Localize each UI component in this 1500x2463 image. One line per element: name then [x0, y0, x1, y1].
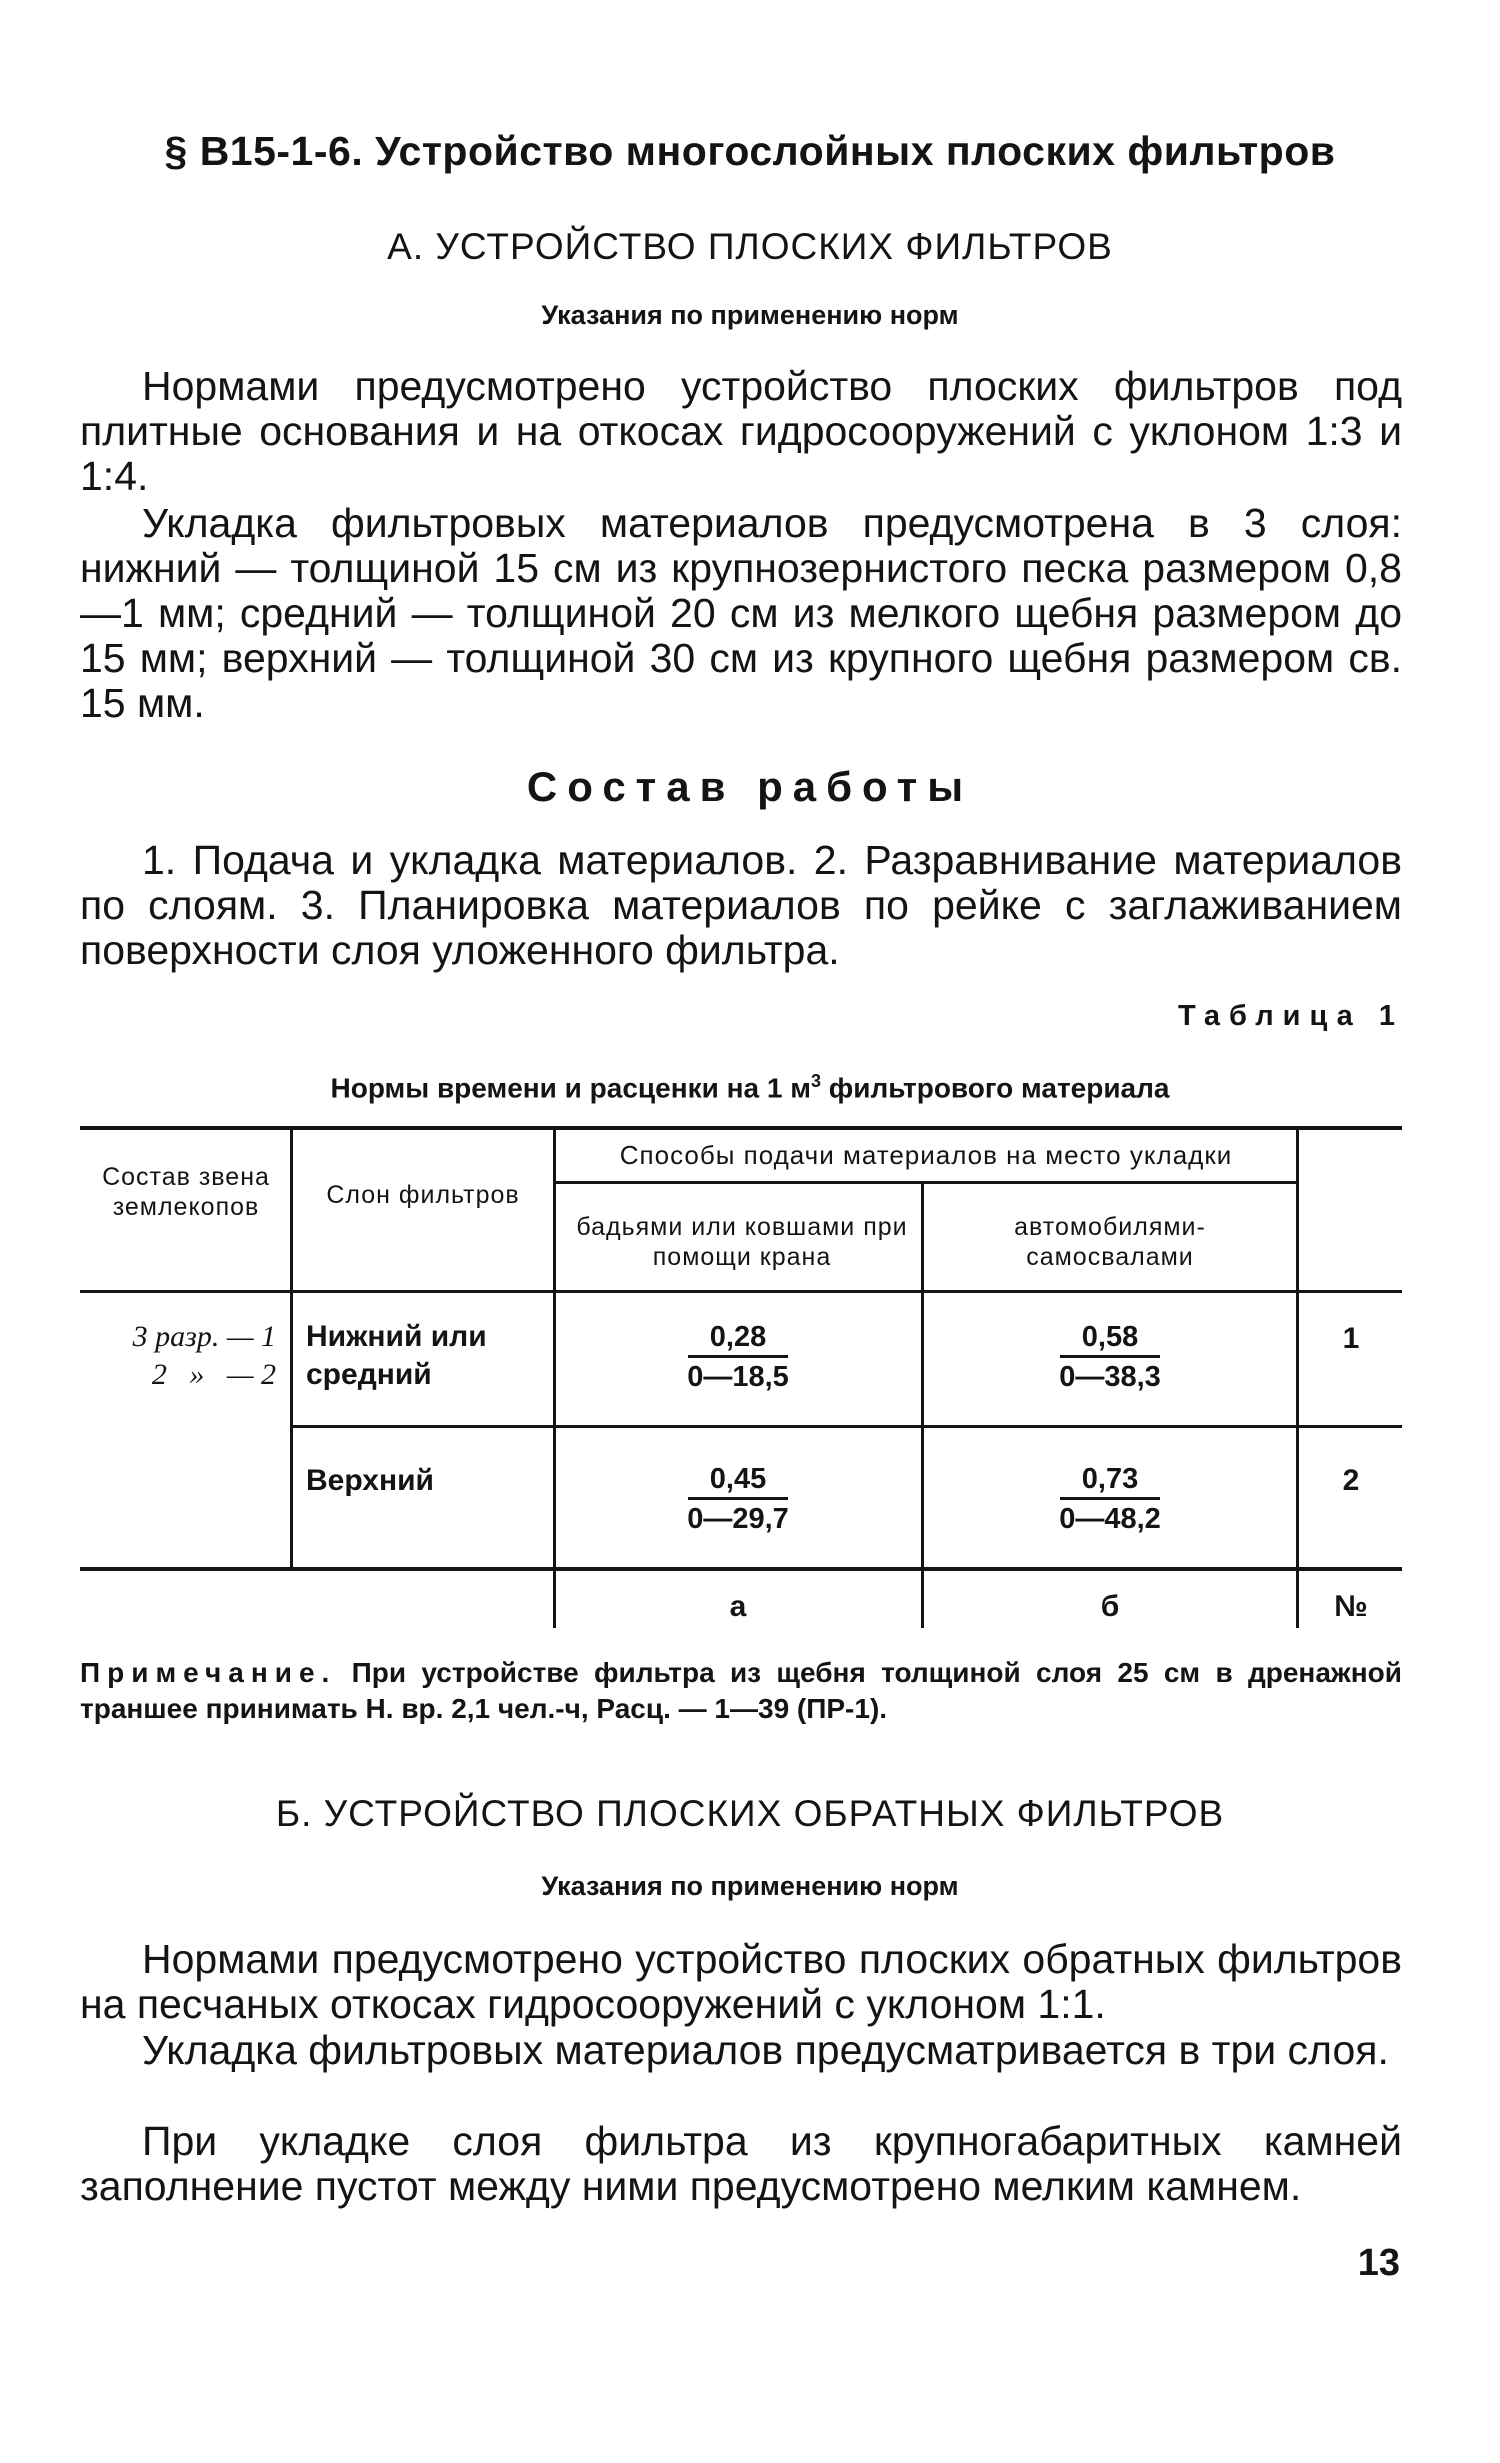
part-b-paragraph-2: Укладка фильтровых материалов предусматривается в три слоя.: [142, 2027, 1389, 2073]
part-b-heading: Б. УСТРОЙСТВО ПЛОСКИХ ОБРАТНЫХ ФИЛЬТРОВ: [275, 1793, 1225, 1834]
table-row-rule: [292, 1425, 1402, 1428]
part-a-heading: А. УСТРОЙСТВО ПЛОСКИХ ФИЛЬТРОВ: [387, 226, 1113, 267]
table-header-split-rule: [553, 1181, 1298, 1184]
row-1-layer: Нижний или средний: [306, 1320, 487, 1391]
work-composition-text: 1. Подача и укладка материалов. 2. Разравнивание материалов по слоям. 3. Планировка материалов по рейке с заглаживанием поверхности слоя уложенного фильтра.: [80, 837, 1402, 973]
footer-col-a: а: [729, 1590, 747, 1623]
table-top-rule: [80, 1126, 1402, 1130]
footer-col-number: №: [1334, 1590, 1368, 1623]
work-composition-heading: Состав работы: [526, 763, 974, 810]
table-caption: Нормы времени и расценки на 1 $м^3$ фильтрового материала: [330, 1071, 1170, 1104]
part-a-guidelines-heading: Указания по применению норм: [541, 300, 959, 330]
part-b-guidelines-heading: Указания по применению норм: [541, 1871, 959, 1901]
table-vline-4: [1296, 1128, 1299, 1628]
table-vline-3: [921, 1182, 924, 1628]
section-title: § В15-1-6. Устройство многослойных плоских фильтров: [164, 128, 1336, 174]
row-2-bucket-value: 0,45 0—29,7: [687, 1463, 789, 1535]
table-vline-1: [290, 1128, 293, 1569]
part-a-paragraph-1: Нормами предусмотрено устройство плоских фильтров под плитные основания и на откосах гидросооружений с уклоном 1:3 и 1:4.: [80, 363, 1402, 499]
row-2-layer: Верхний: [306, 1464, 434, 1497]
page-number: 13: [1357, 2242, 1400, 2284]
header-layer: Слон фильтров: [326, 1181, 520, 1209]
table-body-bottom-rule: [80, 1567, 1402, 1571]
header-trucks: автомобилями-самосвалами: [1014, 1213, 1206, 1271]
row-1-bucket-value: 0,28 0—18,5: [687, 1321, 789, 1393]
header-crew: Состав звена землекопов: [102, 1163, 270, 1221]
crew-cell: [86, 1318, 276, 1394]
table-label: Таблица 1: [1177, 1000, 1404, 1032]
row-1-trucks-value: 0,58 0—38,3: [1059, 1321, 1161, 1393]
footer-col-b: б: [1100, 1590, 1120, 1623]
row-2-trucks-value: 0,73 0—48,2: [1059, 1463, 1161, 1535]
table-note: Примечание. При устройстве фильтра из щебня толщиной слоя 25 см в дренажной траншее принимать Н. вр. 2,1 чел.-ч, Расц. — 1—39 (ПР-1).: [80, 1657, 1402, 1724]
header-methods: Способы подачи материалов на место укладки: [619, 1140, 1233, 1170]
part-a-paragraph-2: Укладка фильтровых материалов предусмотрена в 3 слоя: нижний — толщиной 15 см из крупнозернистого песка размером 0,8—1 мм; средний — толщиной 20 см из мелкого щебня размером до 15 мм; верхний — толщиной 30 см из крупного щебня размером св. 15 мм.: [80, 500, 1402, 726]
table-header-bottom-rule: [80, 1290, 1402, 1293]
header-bucket: бадьями или ковшами при помощи крана: [576, 1213, 908, 1271]
part-b-paragraph-1: Нормами предусмотрено устройство плоских обратных фильтров на песчаных откосах гидросооружений с уклоном 1:1.: [80, 1936, 1402, 2027]
crew-line-1: 3 разр. — 1: [132, 1320, 276, 1353]
crew-line-2: 2 » — 2: [151, 1358, 276, 1391]
part-b-paragraph-3: При укладке слоя фильтра из крупногабаритных камней заполнение пустот между ними предусмотрено мелким камнем.: [80, 2118, 1402, 2209]
row-2-number: 2: [1342, 1464, 1360, 1497]
row-1-number: 1: [1342, 1322, 1360, 1355]
